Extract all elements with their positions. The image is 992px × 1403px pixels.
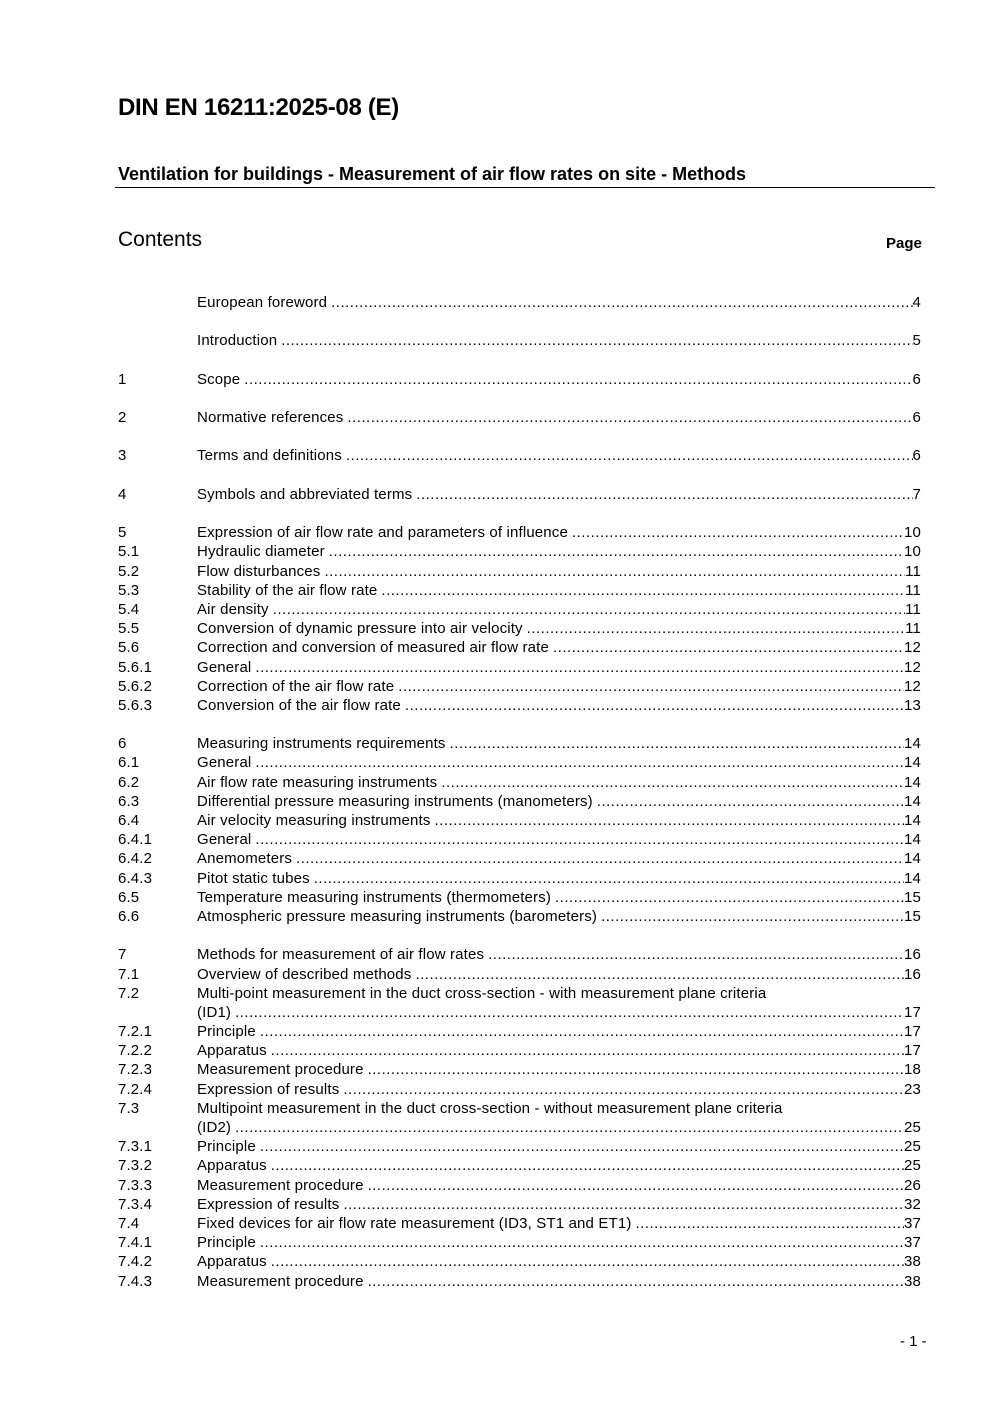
toc-entry-page: 4 [912,293,921,311]
toc-entry-title: Fixed devices for air flow rate measurement (ID3, ST1 and ET1) [197,1214,632,1232]
toc-entry-page: 15 [904,888,921,906]
toc-entry-page: 38 [904,1253,921,1271]
toc-entry[interactable] [118,1272,921,1291]
toc-entry[interactable] [118,984,921,1022]
toc-group [118,945,921,1290]
dot-leader [488,945,904,964]
toc-entry-title-continuation: (ID2) [197,1119,232,1137]
toc-entry-page: 15 [904,907,921,925]
toc-entry-page: 6 [912,409,921,427]
dot-leader [260,1233,904,1252]
toc-entry-title: Conversion of the air flow rate [197,696,401,714]
toc-entry-title: Principle [197,1023,256,1041]
toc-entry-number: 7.2.3 [118,1061,153,1079]
toc-entry-page: 14 [904,850,921,868]
toc-entry-body [197,773,921,792]
toc-entry-body [197,600,921,619]
dot-leader [435,811,904,830]
dot-leader [329,542,904,561]
toc-entry-body [197,696,921,715]
toc-entry-body [197,619,921,638]
toc-entry-title: Conversion of dynamic pressure into air velocity [197,620,523,638]
toc-entry-body [197,542,921,561]
toc-entry-title: Normative references [197,409,344,427]
toc-entry-page: 6 [912,370,921,388]
toc-entry-number: 7.2.2 [118,1042,153,1060]
toc-entry-title: Overview of described methods [197,965,412,983]
toc-entry-number: 4 [118,485,127,503]
toc-entry-body [197,1195,921,1214]
toc-entry-body [197,658,921,677]
toc-entry-title: Symbols and abbreviated terms [197,485,413,503]
toc-entry-page: 14 [904,754,921,772]
dot-leader [597,792,904,811]
toc-entry-page: 17 [904,1023,921,1041]
toc-entry-title: Anemometers [197,850,293,868]
toc-entry-title-line [197,1118,921,1137]
toc-entry[interactable] [118,1176,921,1195]
toc-entry-body [197,792,921,811]
toc-entry[interactable] [118,619,921,638]
toc-entry-number: 7.4.1 [118,1234,153,1252]
toc-entry[interactable] [118,677,921,696]
dot-leader [368,1272,904,1291]
toc-entry-title-line [197,1003,921,1022]
toc-entry[interactable] [118,734,921,753]
contents-heading: Contents [118,228,203,251]
toc-entry-page: 14 [904,812,921,830]
toc-entry[interactable] [118,1041,921,1060]
toc-entry[interactable] [118,1195,921,1214]
toc-entry-page: 10 [904,543,921,561]
toc-entry[interactable] [118,562,921,581]
document-subtitle: Ventilation for buildings - Measurement of air flow rates on site - Methods [118,164,747,184]
toc-entry-title: General [197,831,252,849]
toc-entry-number: 5.4 [118,600,140,618]
document-title: DIN EN 16211:2025-08 (E) [118,94,399,121]
toc-entry-number: 7 [118,946,127,964]
toc-entry-number: 5 [118,524,127,542]
toc-entry-number: 5.6.1 [118,658,153,676]
toc-entry-number: 2 [118,409,127,427]
dot-leader [271,1156,904,1175]
toc-entry[interactable] [118,600,921,619]
dot-leader [255,830,904,849]
toc-entry-page: 14 [904,792,921,810]
toc-entry-body [197,753,921,772]
toc-entry[interactable] [118,696,921,715]
toc-entry-title: Correction and conversion of measured air flow rate [197,639,549,657]
toc-entry-title: Temperature measuring instruments (thermometers) [197,888,551,906]
toc-entry-body [197,1214,921,1233]
toc-entry[interactable] [118,293,921,312]
toc-entry-number: 5.6.2 [118,677,153,695]
toc-entry[interactable] [118,485,921,504]
toc-group [118,485,921,504]
toc-entry-body [197,1080,921,1099]
toc-entry-title: European foreword [197,293,328,311]
toc-entry-body [197,293,921,312]
toc-entry-body [197,1176,921,1195]
toc-entry-number: 7.3.3 [118,1176,153,1194]
toc-entry[interactable] [118,965,921,984]
toc-entry[interactable] [118,945,921,964]
toc-entry[interactable] [118,811,921,830]
toc-group [118,293,921,312]
toc-entry-page: 11 [905,581,921,599]
toc-entry-number: 6.3 [118,792,140,810]
toc-group [118,370,921,389]
toc-entry-body [197,1060,921,1079]
dot-leader [281,331,912,350]
toc-entry-number: 6.5 [118,888,140,906]
dot-leader [601,907,904,926]
toc-entry[interactable] [118,658,921,677]
toc-group [118,447,921,466]
toc-entry-body [197,869,921,888]
toc-entry-page: 37 [904,1234,921,1252]
toc-entry-number: 5.2 [118,562,140,580]
toc-entry[interactable] [118,1233,921,1252]
toc-entry[interactable] [118,1252,921,1271]
toc-entry-body [197,331,921,350]
toc-entry-number: 6.1 [118,754,140,772]
toc-entry-page: 13 [904,696,921,714]
toc-entry-title: Hydraulic diameter [197,543,325,561]
toc-entry-body [197,734,921,753]
toc-entry-title: Air density [197,600,269,618]
dot-leader [368,1060,904,1079]
toc-entry[interactable] [118,408,921,427]
toc-entry[interactable] [118,849,921,868]
toc-entry-page: 16 [904,946,921,964]
toc-entry-number: 7.4.3 [118,1272,153,1290]
toc-entry-title: Terms and definitions [197,447,342,465]
toc-entry-body [197,984,921,1022]
toc-entry-number: 7.3.1 [118,1138,153,1156]
toc-entry-page: 17 [904,1003,921,1021]
dot-leader [260,1022,904,1041]
toc-entry-title: Principle [197,1138,256,1156]
toc-entry-title: Stability of the air flow rate [197,581,378,599]
toc-entry[interactable] [118,869,921,888]
toc-entry-number: 7.1 [118,965,140,983]
toc-entry-page: 18 [904,1061,921,1079]
toc-entry-number: 6 [118,735,127,753]
toc-entry-title: Air flow rate measuring instruments [197,773,438,791]
toc-entry-page: 11 [905,620,921,638]
toc-entry-title: Multipoint measurement in the duct cross-section - without measurement plane criteria [197,1099,783,1117]
toc-entry-body [197,677,921,696]
toc-entry-title: Pitot static tubes [197,869,310,887]
dot-leader [398,677,904,696]
toc-entry-page: 6 [912,447,921,465]
toc-entry-number: 6.4.2 [118,850,153,868]
toc-entry-page: 12 [904,677,921,695]
toc-entry-number: 7.2.4 [118,1080,153,1098]
toc-entry-body [197,830,921,849]
toc-entry-body [197,888,921,907]
toc-entry-title: Measurement procedure [197,1061,364,1079]
toc-entry-title: Air velocity measuring instruments [197,812,431,830]
toc-entry-page: 16 [904,965,921,983]
toc-entry-page: 25 [904,1157,921,1175]
toc-entry-number: 7.3.2 [118,1157,153,1175]
toc-entry-number: 6.4 [118,812,140,830]
toc-entry-body [197,1137,921,1156]
toc-entry-body [197,945,921,964]
toc-group [118,734,921,926]
toc-entry-title: Expression of results [197,1080,340,1098]
toc-entry[interactable] [118,370,921,389]
toc-entry-page: 17 [904,1042,921,1060]
toc-entry-page: 14 [904,831,921,849]
dot-leader [273,600,905,619]
dot-leader [368,1176,904,1195]
toc-entry-title: Measurement procedure [197,1176,364,1194]
toc-entry[interactable] [118,907,921,926]
toc-entry-title: General [197,658,252,676]
toc-entry-body [197,1041,921,1060]
toc-entry-number: 6.4.1 [118,831,153,849]
toc-entry-number: 6.4.3 [118,869,153,887]
toc-entry-body [197,1156,921,1175]
toc-entry-title: Methods for measurement of air flow rates [197,946,485,964]
dot-leader [235,1003,904,1022]
toc-entry-body [197,581,921,600]
dot-leader [244,370,912,389]
toc-entry-page: 32 [904,1195,921,1213]
toc-entry-number: 7.3 [118,1099,140,1117]
toc-entry-page: 14 [904,869,921,887]
toc-entry-number: 5.6 [118,639,140,657]
toc-entry-title: Apparatus [197,1253,267,1271]
toc-entry[interactable] [118,447,921,466]
toc-entry-body [197,965,921,984]
dot-leader [450,734,904,753]
toc-entry[interactable] [118,1137,921,1156]
toc-entry-title: Flow disturbances [197,562,321,580]
toc-entry-number: 7.2.1 [118,1023,153,1041]
toc-entry-title: Atmospheric pressure measuring instruments (barometers) [197,907,598,925]
toc-entry[interactable] [118,523,921,542]
dot-leader [347,408,912,427]
toc-entry-page: 14 [904,773,921,791]
toc-entry[interactable] [118,331,921,350]
toc-group [118,331,921,350]
page-number: - 1 - [900,1333,927,1350]
toc-entry[interactable] [118,542,921,561]
toc-entry-page: 5 [912,332,921,350]
dot-leader [331,293,912,312]
toc-entry-title: Differential pressure measuring instruments (manometers) [197,792,593,810]
toc-entry[interactable] [118,1099,921,1137]
toc-entry-page: 37 [904,1214,921,1232]
dot-leader [346,446,913,465]
toc-entry-number: 7.4.2 [118,1253,153,1271]
toc-entry-number: 1 [118,370,127,388]
dot-leader [343,1080,904,1099]
toc-entry[interactable] [118,1214,921,1233]
toc-entry-number: 3 [118,447,127,465]
toc-entry-body [197,849,921,868]
toc-entry-body [197,446,921,465]
toc-entry-body [197,408,921,427]
dot-leader [271,1041,904,1060]
toc-entry-page: 25 [904,1138,921,1156]
toc-entry-title: Expression of results [197,1195,340,1213]
toc-entry-body [197,638,921,657]
toc-entry[interactable] [118,638,921,657]
dot-leader [271,1252,904,1271]
toc-entry-page: 38 [904,1272,921,1290]
toc-entry-number: 6.2 [118,773,140,791]
toc-entry-title: Introduction [197,332,278,350]
toc-entry-page: 11 [905,600,921,618]
toc-entry[interactable] [118,1022,921,1041]
toc-entry-page: 23 [904,1080,921,1098]
toc-entry-body [197,1233,921,1252]
toc-entry-number: 7.2 [118,984,140,1002]
toc-entry-page: 10 [904,524,921,542]
toc-entry-number: 7.3.4 [118,1195,153,1213]
dot-leader [555,888,904,907]
dot-leader [260,1137,904,1156]
toc-entry-body [197,1272,921,1291]
dot-leader [255,753,904,772]
toc-entry-body [197,1252,921,1271]
dot-leader [296,849,904,868]
dot-leader [235,1118,904,1137]
toc-entry-title: Measuring instruments requirements [197,735,446,753]
toc-entry-title: Principle [197,1234,256,1252]
toc-entry-body [197,1099,921,1137]
toc-entry[interactable] [118,1061,921,1080]
toc-entry-page: 7 [912,485,921,503]
toc-entry[interactable] [118,1156,921,1175]
toc-entry-number: 7.4 [118,1214,140,1232]
toc-group [118,408,921,427]
toc-entry[interactable] [118,830,921,849]
toc-entry-page: 25 [904,1119,921,1137]
toc-entry-title: Apparatus [197,1042,267,1060]
dot-leader [553,638,904,657]
toc-entry[interactable] [118,792,921,811]
toc-entry-page: 12 [904,658,921,676]
toc-entry[interactable] [118,581,921,600]
toc-entry[interactable] [118,773,921,792]
toc-entry-body [197,485,921,504]
toc-entry-title: Multi-point measurement in the duct cross-section - with measurement plane criteria [197,984,767,1002]
dot-leader [572,523,904,542]
dot-leader [405,696,904,715]
table-of-contents [118,293,921,1310]
toc-entry-number: 5.3 [118,581,140,599]
toc-entry-title-continuation: (ID1) [197,1003,232,1021]
toc-entry[interactable] [118,754,921,773]
toc-entry-number: 5.5 [118,620,140,638]
toc-entry-number: 6.6 [118,907,140,925]
title-divider [115,187,935,188]
dot-leader [381,581,905,600]
toc-entry-page: 11 [905,562,921,580]
toc-entry-page: 12 [904,639,921,657]
toc-entry-title: Correction of the air flow rate [197,677,395,695]
dot-leader [415,965,904,984]
toc-entry-body [197,523,921,542]
page-column-heading: Page [886,235,922,252]
dot-leader [441,773,904,792]
toc-entry-number: 5.6.3 [118,696,153,714]
toc-entry-title: Apparatus [197,1157,267,1175]
dot-leader [324,562,905,581]
toc-entry-title: Expression of air flow rate and parameters of influence [197,524,568,542]
dot-leader [416,485,912,504]
dot-leader [255,658,904,677]
toc-entry-body [197,1022,921,1041]
toc-entry-title: Scope [197,370,241,388]
toc-entry[interactable] [118,888,921,907]
toc-group [118,523,921,715]
toc-entry-body [197,811,921,830]
toc-entry-number: 5.1 [118,543,140,561]
dot-leader [527,619,905,638]
toc-entry-body [197,907,921,926]
toc-entry-page: 14 [904,735,921,753]
toc-entry-page: 26 [904,1176,921,1194]
dot-leader [635,1214,904,1233]
dot-leader [343,1195,904,1214]
toc-entry-body [197,562,921,581]
toc-entry[interactable] [118,1080,921,1099]
toc-entry-body [197,370,921,389]
toc-entry-title: Measurement procedure [197,1272,364,1290]
dot-leader [314,869,904,888]
toc-entry-title: General [197,754,252,772]
